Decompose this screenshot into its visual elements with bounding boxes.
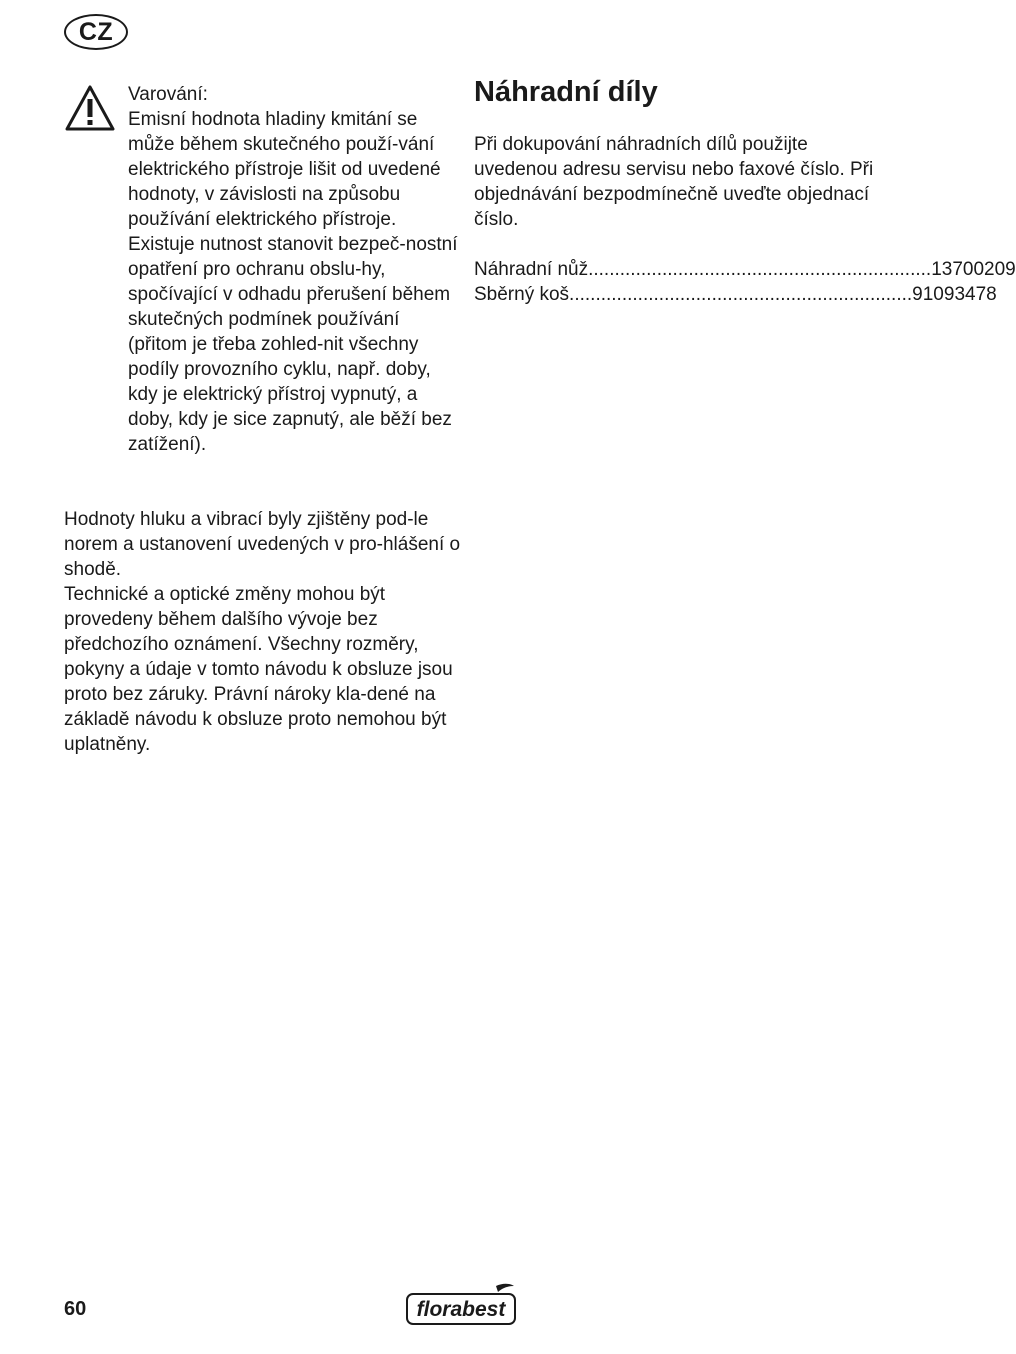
language-badge: CZ [64, 14, 128, 50]
part-number: 13700209 [931, 259, 1016, 280]
florabest-logo [404, 1282, 518, 1328]
spare-parts-list [474, 257, 1016, 307]
list-item [474, 257, 1016, 282]
spare-parts-heading: Náhradní díly [474, 76, 658, 108]
part-number: 91093478 [912, 284, 997, 305]
list-item [474, 282, 997, 307]
noise-vibration-notice: Hodnoty hluku a vibrací byly zjištěny pod-le norem a ustanovení uvedených v pro-hlášení o shodě. Technické a optické změny mohou být provedeny během dalšího vývoje bez předchozího oznámení. Všechny rozměry, pokyny a údaje v tomto návodu k obsluze jsou proto bez záruky. Právní nároky kla-dené na základě návodu k obsluze proto nemohou být uplatněny. [64, 509, 461, 755]
warning-text: Varování: Emisní hodnota hladiny kmitání se může během skutečného použí-vání elektrického přístroje lišit od uvedené hodnoty, v závislosti na způsobu používání elektrického přístroje. Existuje nutnost stanovit bezpeč-nostní opatření pro ochranu obslu-hy, spočívající v odhadu přerušení během skutečných podmínek používání (přitom je třeba zohled-nit všechny podíly provozního cyklu, např. doby, kdy je elektrický přístroj vypnutý, a doby, kdy je sice zapnutý, ale běží bez zatížení). [128, 84, 458, 455]
spare-parts-intro: Při dokupování náhradních dílů použijte uvedenou adresu servisu nebo faxové číslo. Při objednávání bezpodmínečně uveďte objednací číslo. [474, 134, 874, 230]
part-name: Sběrný koš................................................................. [474, 284, 913, 305]
page-number: 60 [64, 1298, 87, 1320]
svg-text:florabest: florabest [416, 1298, 506, 1321]
part-name: Náhradní nůž................................................................. [474, 259, 932, 280]
warning-triangle-icon [64, 84, 116, 132]
